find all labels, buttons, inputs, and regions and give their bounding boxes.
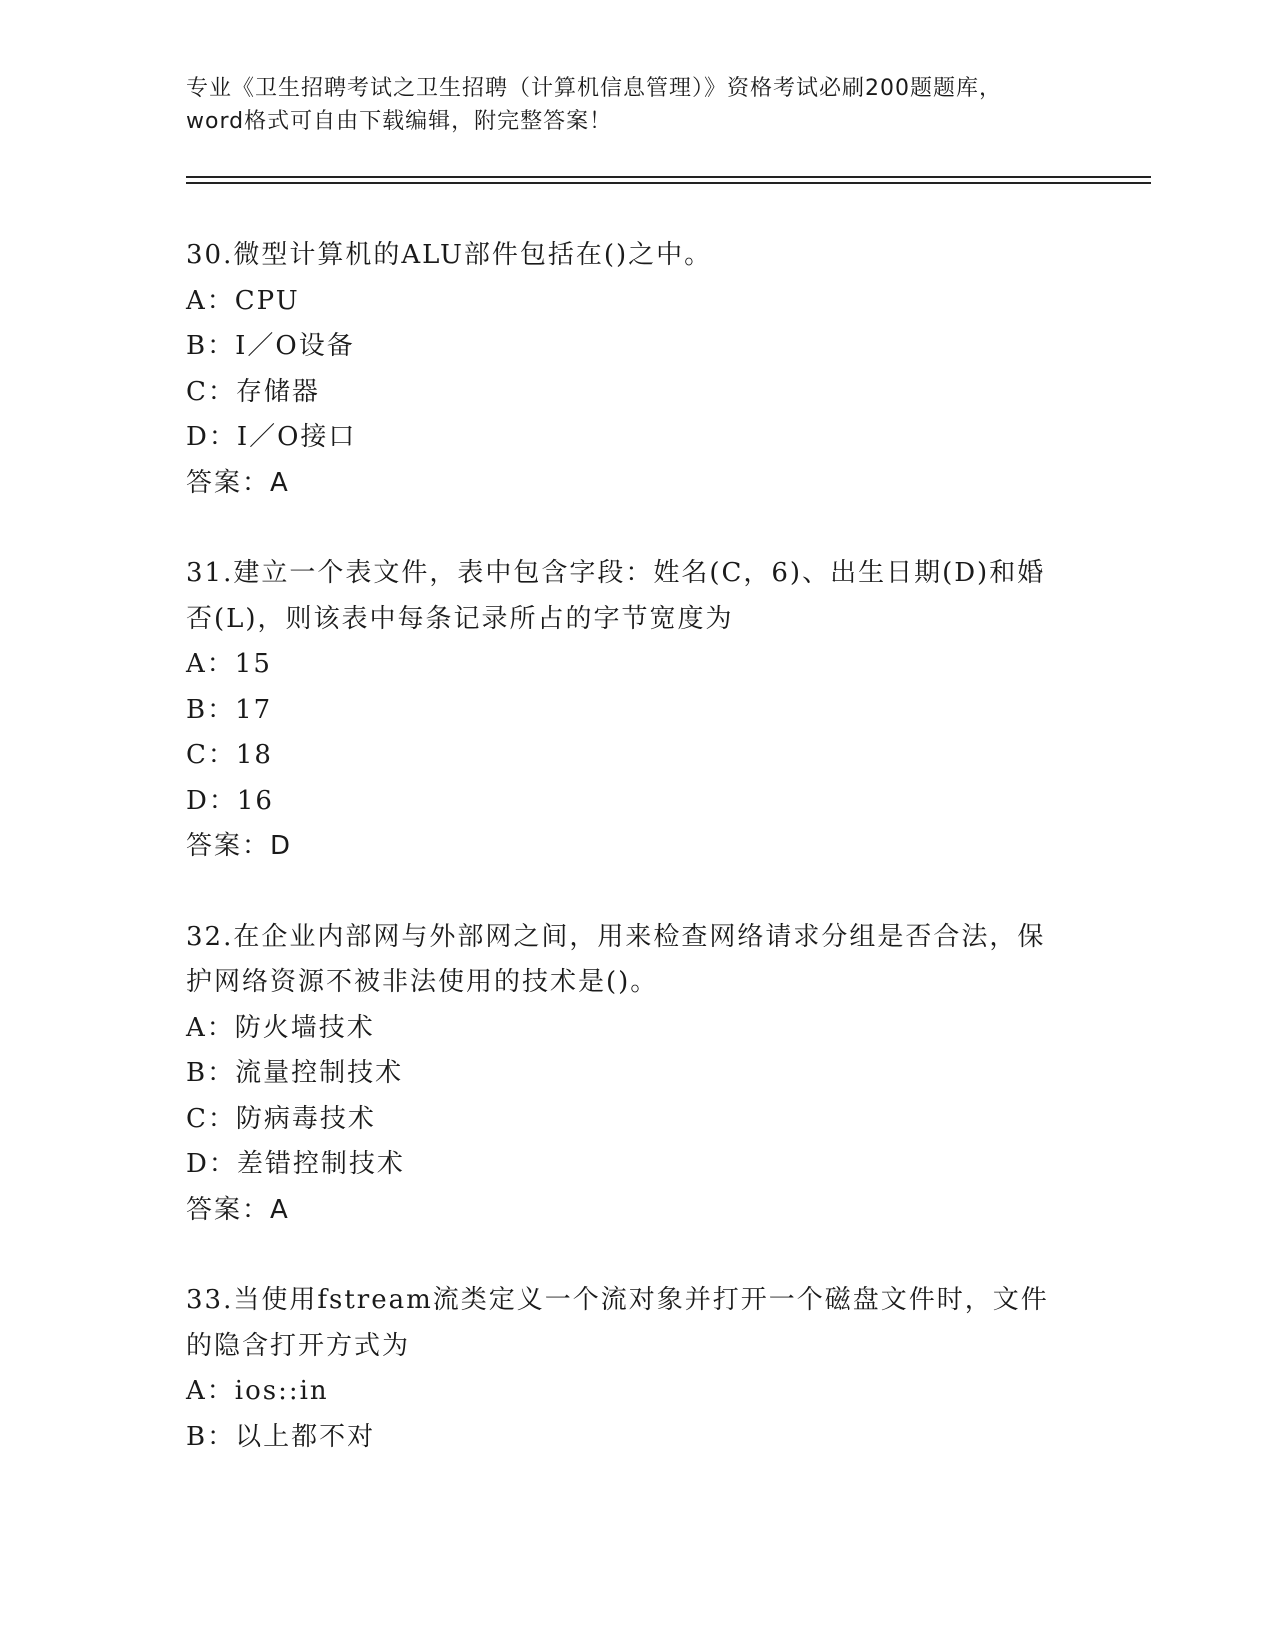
answer-line: 答案：A (186, 467, 290, 498)
header-line-2: word格式可自由下载编辑，附完整答案！ (186, 109, 613, 134)
header-divider-top (186, 176, 1151, 178)
document-header (186, 72, 1086, 138)
question-30 (186, 233, 1086, 506)
option-c: C：18 (186, 740, 273, 770)
question-stem: 31.建立一个表文件，表中包含字段：姓名(C，6)、出生日期(D)和婚 (186, 558, 1046, 588)
option-b: B：17 (186, 694, 273, 725)
header-line-1: 专业《卫生招聘考试之卫生招聘（计算机信息管理）》资格考试必刷200题题库， (186, 76, 1002, 101)
question-stem: 33.当使用fstream流类定义一个流对象并打开一个磁盘文件时，文件 (186, 1285, 1049, 1315)
option-a: A：ios::in (186, 1376, 329, 1406)
question-33 (186, 1278, 1086, 1460)
question-stem-continued: 的隐含打开方式为 (186, 1330, 411, 1361)
option-a: A：15 (186, 649, 272, 679)
option-b: B：流量控制技术 (186, 1058, 404, 1088)
option-c: C：防病毒技术 (186, 1103, 376, 1134)
option-b: B：I／O设备 (186, 331, 355, 361)
option-a: A：CPU (186, 285, 300, 316)
question-stem: 30.微型计算机的ALU部件包括在()之中。 (186, 240, 713, 270)
question-32 (186, 915, 1086, 1234)
answer-line: 答案：A (186, 1194, 290, 1225)
option-d: D：I／O接口 (186, 422, 357, 452)
option-d: D：16 (186, 785, 274, 816)
question-stem-continued: 护网络资源不被非法使用的技术是()。 (186, 967, 659, 997)
option-b: B：以上都不对 (186, 1421, 376, 1452)
option-c: C：存储器 (186, 376, 320, 407)
answer-line: 答案：D (186, 831, 293, 861)
question-stem: 32.在企业内部网与外部网之间，用来检查网络请求分组是否合法，保 (186, 921, 1046, 952)
question-stem-continued: 否(L)，则该表中每条记录所占的字节宽度为 (186, 603, 734, 634)
header-divider-bottom (186, 182, 1151, 184)
question-31 (186, 551, 1086, 870)
option-a: A：防火墙技术 (186, 1012, 375, 1043)
question-list (186, 233, 1086, 1505)
option-d: D：差错控制技术 (186, 1149, 405, 1179)
